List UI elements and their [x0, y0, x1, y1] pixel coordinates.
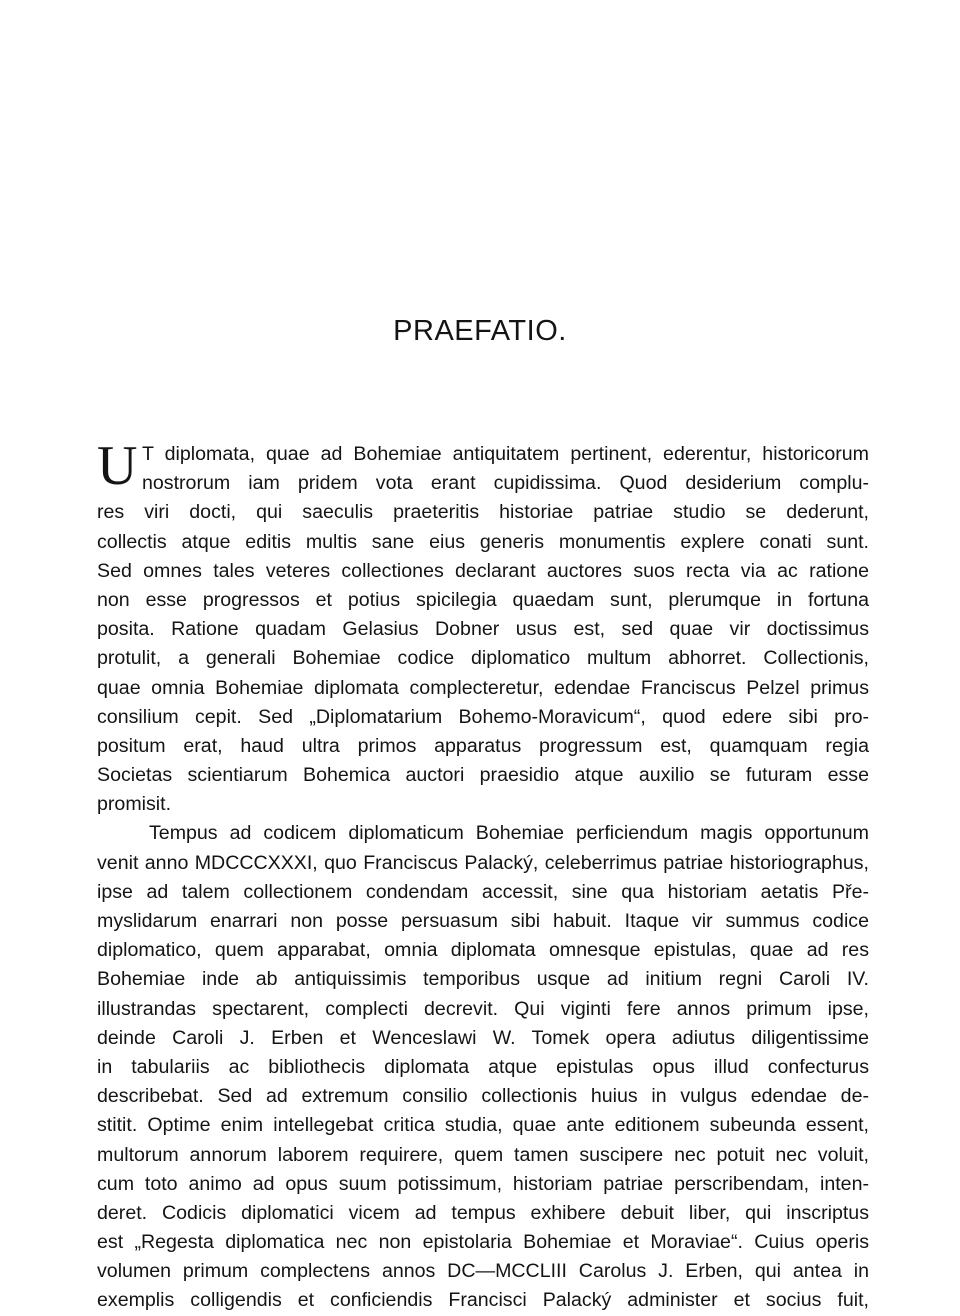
paragraph-1 [97, 435, 869, 819]
text-line: describebat. Sed ad extremum consilio collectionis huius in vulgus edendae de- [97, 1085, 869, 1108]
text-line: Societas scientiarum Bohemica auctori praesidio atque auxilio se futuram esse [97, 764, 869, 787]
text-line: ipse ad talem collectionem condendam accessit, sine qua historiam aetatis Pře- [97, 880, 869, 903]
text-line: in tabulariis ac bibliothecis diplomata atque epistulas opus illud confecturus [97, 1055, 869, 1078]
text-line: venit anno MDCCCXXXI, quo Franciscus Palacký, celeberrimus patriae historiographus, [97, 851, 869, 874]
text-line: positum erat, haud ultra primos apparatus progressum est, quamquam regia [97, 734, 869, 757]
text-line: volumen primum complectens annos DC—MCCLIII Carolus J. Erben, qui antea in [97, 1260, 869, 1283]
text-line: cum toto animo ad opus suum potissimum, historiam patriae perscribendam, inten- [97, 1172, 869, 1195]
text-line: Tempus ad codicem diplomaticum Bohemiae perficiendum magis opportunum [149, 822, 869, 845]
text-line: diplomatico, quem apparabat, omnia diplomata omnesque epistulas, quae ad res [97, 939, 869, 962]
text-line: protulit, a generali Bohemiae codice diplomatico multum abhorret. Collectionis, [97, 647, 869, 670]
text-line: multorum annorum laborem requirere, quem tamen suscipere nec potuit nec voluit, [97, 1143, 869, 1166]
text-line: collectis atque editis multis sane eius generis monumentis explere conati sunt. [97, 530, 869, 553]
text-line: promisit. [97, 793, 172, 816]
text-line: consilium cepit. Sed „Diplomatarium Bohemo-Moravicum“, quod edere sibi pro- [97, 705, 869, 728]
text-line: quae omnia Bohemiae diplomata complecteretur, edendae Franciscus Pelzel primus [97, 676, 869, 699]
text-line: est „Regesta diplomatica nec non epistolaria Bohemiae et Moraviae“. Cuius operis [97, 1231, 869, 1254]
text-line: posita. Ratione quadam Gelasius Dobner usus est, sed quae vir doctissimus [97, 618, 869, 641]
text-line: myslidarum enarrari non posse persuasum sibi habuit. Itaque vir summus codice [97, 910, 869, 932]
body-text [97, 435, 869, 1316]
text-line: illustrandas spectarent, complecti decrevit. Qui viginti fere annos primum ipse, [97, 997, 869, 1020]
text-line: nostrorum iam pridem vota erant cupidissima. Quod desiderium complu- [142, 472, 869, 495]
text-line: deret. Codicis diplomatici vicem ad tempus exhibere debuit liber, qui inscriptus [97, 1201, 869, 1224]
text-line: res viri docti, qui saeculis praeteritis historiae patriae studio se dederunt, [97, 501, 869, 524]
text-line: stitit. Optime enim intellegebat critica studia, quae ante editionem subeunda essent, [97, 1114, 869, 1137]
drop-cap-letter: U [97, 435, 138, 497]
text-line: Sed omnes tales veteres collectiones declarant auctores suos recta via ac ratione [97, 559, 869, 582]
paragraph-2 [97, 819, 869, 1315]
text-line: Bohemiae inde ab antiquissimis temporibus usque ad initium regni Caroli IV. [97, 968, 869, 991]
text-line: exemplis colligendis et conficiendis Francisci Palacký administer et socius fuit, [97, 1289, 869, 1312]
text-line: T diplomata, quae ad Bohemiae antiquitatem pertinent, ederentur, historicorum [142, 443, 869, 465]
text-line: deinde Caroli J. Erben et Wenceslawi W. Tomek opera adiutus diligentissime [97, 1026, 869, 1049]
page-title: PRAEFATIO. [393, 315, 567, 347]
text-line: non esse progressos et potius spicilegia quaedam sunt, plerumque in fortuna [97, 588, 869, 611]
